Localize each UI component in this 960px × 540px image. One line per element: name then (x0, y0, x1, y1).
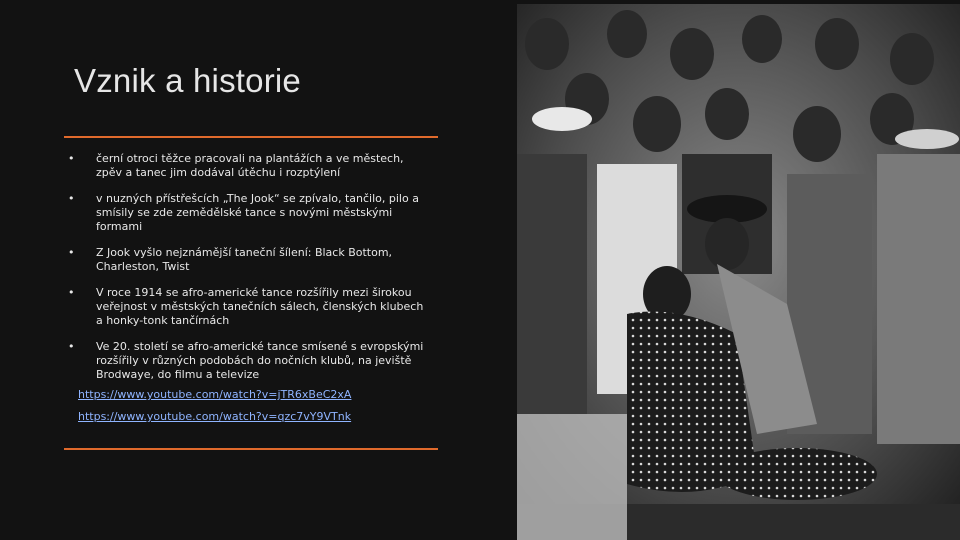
slide-title: Vznik a historie (74, 62, 301, 99)
bottom-divider (64, 448, 438, 450)
photo-illustration (517, 4, 960, 540)
bullet-text: černí otroci těžce pracovali na plantážích a ve městech, zpěv a tanec jim dodával útěchu i rozptýlení (96, 152, 404, 179)
youtube-link-2[interactable]: https://www.youtube.com/watch?v=qzc7vY9VTnk (78, 410, 352, 423)
bullet-text: Z Jook vyšlo nejznámější taneční šílení: Black Bottom, Charleston, Twist (96, 246, 393, 273)
bullet-item (66, 340, 426, 382)
title-divider (64, 136, 438, 138)
bullet-icon: • (68, 340, 75, 353)
bullet-item (66, 152, 426, 180)
bullet-text: v nuzných přístřešcích „The Jook“ se zpívalo, tančilo, pilo a smísily se zde zemědělské tance s novými městskými formami (96, 192, 419, 233)
bullet-icon: • (68, 192, 75, 205)
bullet-icon: • (68, 246, 75, 259)
bullet-text: V roce 1914 se afro-americké tance rozšířily mezi širokou veřejnost v městských tanečních sálech, členských klubech a honky-tonk tančírnách (96, 286, 424, 327)
dance-hall-photo (517, 4, 960, 540)
bullet-item (66, 286, 426, 328)
bullet-item (66, 246, 426, 274)
bullet-icon: • (68, 286, 75, 299)
youtube-link-1[interactable]: https://www.youtube.com/watch?v=jTR6xBeC2xA (78, 388, 352, 401)
bullet-list (66, 152, 426, 394)
bullet-item (66, 192, 426, 234)
bullet-text: Ve 20. století se afro-americké tance smísené s evropskými rozšířily v různých podobách do nočních klubů, na jeviště Brodwaye, do filmu a televize (96, 340, 424, 381)
links-block (78, 388, 351, 432)
bullet-icon: • (68, 152, 75, 165)
